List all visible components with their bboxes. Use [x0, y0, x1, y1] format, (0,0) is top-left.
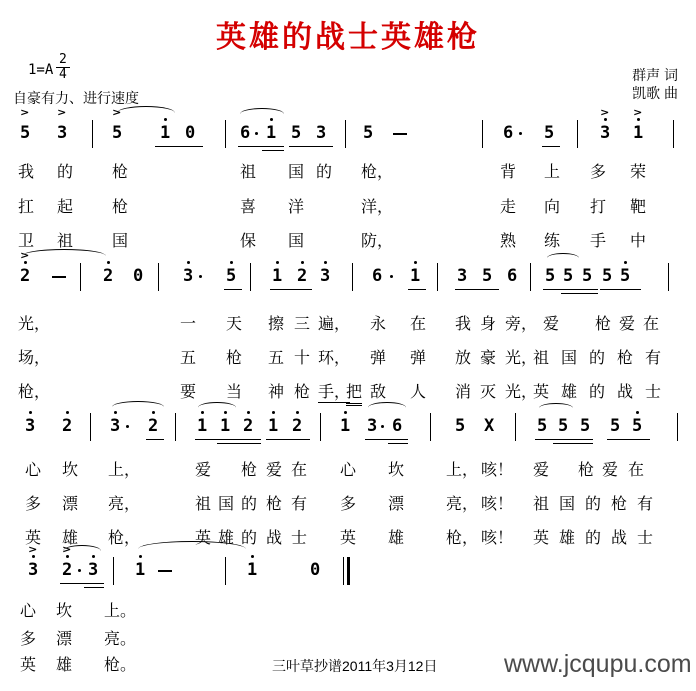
barline — [668, 263, 669, 291]
lyric-syllable: 手， — [318, 384, 351, 401]
lyric-syllable: 有 — [291, 496, 308, 513]
note: 5 > — [112, 106, 123, 143]
lyric-syllable: 多 — [25, 496, 42, 513]
lyric-syllable: 战 — [617, 384, 634, 401]
lyric-syllable: 士 — [637, 530, 654, 547]
lyric-syllable: 坎 — [62, 462, 79, 479]
note: 2 — [62, 418, 72, 435]
note: 1 — [266, 125, 276, 142]
slur-arc — [539, 403, 573, 413]
lyric-syllable: 多 — [590, 164, 607, 181]
composer-credit: 凯歌 曲 — [632, 85, 678, 101]
octave-dot-icon — [324, 261, 327, 264]
accent-icon: > — [20, 106, 30, 119]
lyric-syllable: 上， — [446, 462, 479, 479]
lyric-syllable: 洋， — [361, 199, 394, 216]
slur-arc — [240, 108, 284, 120]
lyric-syllable: 保 — [240, 233, 257, 250]
note: 2 — [148, 418, 158, 435]
lyric-syllable: 要 — [180, 384, 197, 401]
lyric-syllable: 祖 — [533, 496, 550, 513]
duration-underline — [535, 439, 593, 440]
lyric-syllable: 十 — [294, 350, 311, 367]
lyric-syllable: 枪 — [266, 496, 283, 513]
slur-arc — [117, 106, 175, 120]
duration-underline — [217, 443, 261, 444]
note: 6 — [240, 123, 251, 143]
transcriber-note: 三叶草抄谱2011年3月12日 — [272, 658, 438, 674]
note: 2 — [297, 268, 307, 285]
note: 3 > — [600, 106, 611, 143]
lyric-syllable: 上 — [544, 164, 561, 181]
lyric-syllable: 枪 — [595, 316, 612, 333]
duration-underline — [60, 583, 104, 584]
half-note-dash — [52, 276, 66, 278]
lyric-syllable: 咳！ — [481, 496, 514, 513]
lyric-syllable: 敌 — [370, 384, 387, 401]
lyric-syllable: 心 — [25, 462, 42, 479]
lyric-syllable: 祖 — [240, 164, 257, 181]
lyric-syllable: 卫 — [18, 233, 35, 250]
lyric-syllable: 的 — [585, 496, 602, 513]
augmentation-dot — [78, 569, 81, 572]
lyric-syllable: 我 — [455, 316, 472, 333]
lyric-syllable: 爱 — [266, 462, 283, 479]
lyric-syllable: 在 — [291, 462, 308, 479]
lyric-syllable: 擦 — [268, 316, 285, 333]
lyric-syllable: 国 — [559, 496, 576, 513]
octave-dot-icon — [187, 261, 190, 264]
octave-dot-icon — [32, 555, 35, 558]
lyric-syllable: 咳！ — [481, 462, 514, 479]
duration-underline — [195, 439, 261, 440]
note: 1 — [340, 418, 350, 435]
octave-dot-icon — [636, 411, 639, 414]
lyric-syllable: 雄 — [388, 530, 405, 547]
lyric-syllable: 我 — [18, 164, 35, 181]
barline — [80, 263, 81, 291]
barline — [437, 263, 438, 291]
note: 5 — [580, 416, 591, 436]
note: 5 > — [20, 106, 31, 143]
note: 2 > — [20, 249, 31, 286]
lyric-syllable: 祖 — [533, 350, 550, 367]
note: 2 — [292, 418, 302, 435]
octave-dot-icon — [66, 411, 69, 414]
lyricist-credit: 群声 词 — [632, 67, 678, 83]
octave-dot-icon — [301, 261, 304, 264]
lyric-syllable: 的 — [241, 530, 258, 547]
lyric-syllable: 枪 — [611, 496, 628, 513]
octave-dot-icon — [251, 555, 254, 558]
lyric-syllable: 亮， — [446, 496, 479, 513]
credits — [632, 66, 678, 102]
augmentation-dot — [390, 275, 393, 278]
accent-icon: > — [62, 543, 72, 556]
note: 1 > — [633, 106, 644, 143]
lyric-syllable: 枪， — [108, 530, 141, 547]
lyric-syllable: 身 — [480, 316, 497, 333]
lyric-syllable: 英 — [533, 384, 550, 401]
note: 3 — [457, 266, 468, 286]
lyric-syllable: 洋 — [288, 199, 305, 216]
accent-icon: > — [112, 106, 122, 119]
slur-arc — [368, 402, 406, 413]
lyric-syllable: 放 — [455, 350, 472, 367]
barline — [175, 413, 176, 441]
slur-arc — [138, 541, 246, 557]
note: 1 — [220, 418, 230, 435]
note: 1 — [272, 268, 282, 285]
accent-icon: > — [20, 249, 30, 262]
duration-underline — [553, 443, 593, 444]
lyric-syllable: 豪 — [480, 350, 497, 367]
lyric-syllable: 向 — [544, 199, 561, 216]
lyric-syllable: 的 — [316, 164, 333, 181]
slur-arc — [63, 545, 101, 557]
lyric-syllable: 爱 — [619, 316, 636, 333]
lyric-syllable: 英 — [25, 530, 42, 547]
octave-dot-icon — [637, 118, 640, 121]
duration-underline — [561, 293, 598, 294]
lyric-syllable: 在 — [628, 462, 645, 479]
time-signature-numerator: 2 — [56, 53, 70, 68]
note: 5 — [632, 418, 642, 435]
lyric-syllable: 枪 — [617, 350, 634, 367]
lyric-syllable: 爱 — [602, 462, 619, 479]
lyric-syllable: 在 — [643, 316, 660, 333]
lyric-syllable: 战 — [611, 530, 628, 547]
note: 5 — [558, 416, 569, 436]
lyric-syllable: 上。 — [104, 603, 137, 620]
lyric-syllable: 一 — [180, 316, 197, 333]
note: 6 — [392, 416, 403, 436]
barline — [430, 413, 431, 441]
note: 5 — [602, 266, 613, 286]
note: 0 — [133, 266, 144, 286]
note: 5 — [226, 268, 236, 285]
duration-underline — [455, 289, 499, 290]
lyric-syllable: 雄 — [218, 530, 235, 547]
note: 0 — [185, 123, 196, 143]
lyric-syllable: 枪， — [446, 530, 479, 547]
lyric-syllable: 枪 — [112, 199, 129, 216]
lyric-syllable: 弹 — [370, 350, 387, 367]
lyric-syllable: 国 — [218, 496, 235, 513]
lyric-syllable: 有 — [645, 350, 662, 367]
lyric-syllable: 英 — [340, 530, 357, 547]
half-note-dash — [158, 570, 172, 572]
augmentation-dot — [126, 425, 129, 428]
barline — [345, 120, 346, 148]
note: 2 — [103, 268, 113, 285]
duration-underline — [262, 150, 284, 151]
lyric-syllable: 心 — [340, 462, 357, 479]
octave-dot-icon — [604, 118, 607, 121]
lyric-syllable: 多 — [340, 496, 357, 513]
note: 5 — [455, 416, 466, 436]
lyric-syllable: 雄 — [559, 530, 576, 547]
note: 5 — [482, 266, 493, 286]
lyric-syllable: 多 — [20, 631, 37, 648]
lyric-syllable: 当 — [226, 384, 243, 401]
note: 6 — [503, 123, 514, 143]
duration-underline — [84, 587, 104, 588]
duration-underline — [266, 439, 310, 440]
lyric-syllable: 国 — [288, 233, 305, 250]
lyric-syllable: 枪， — [18, 384, 51, 401]
duration-underline — [543, 289, 598, 290]
duration-underline — [155, 146, 203, 147]
lyric-syllable: 光， — [18, 316, 51, 333]
duration-underline — [365, 439, 408, 440]
lyric-syllable: 坎 — [388, 462, 405, 479]
note: 5 — [545, 266, 556, 286]
duration-underline — [600, 289, 641, 290]
lyric-syllable: 亮。 — [104, 631, 137, 648]
barline — [225, 557, 226, 585]
note: 5 — [563, 266, 574, 286]
note: 3 — [367, 416, 378, 436]
lyric-syllable: 靶 — [630, 199, 647, 216]
note: 5 — [291, 123, 302, 143]
song-title: 英雄的战士英雄枪 — [216, 21, 480, 54]
lyric-syllable: 爱 — [543, 316, 560, 333]
lyric-syllable: 枪 — [294, 384, 311, 401]
watermark: www.jcqupu.com — [504, 650, 692, 678]
tempo-marking: 自豪有力、进行速度 — [13, 90, 139, 106]
lyric-syllable: 雄 — [62, 530, 79, 547]
half-note-dash — [393, 133, 407, 135]
note: 3 — [110, 418, 120, 435]
final-barline-thin — [343, 557, 344, 585]
note: X — [484, 416, 495, 436]
lyric-syllable: 永 — [370, 316, 387, 333]
barline — [320, 413, 321, 441]
lyric-syllable: 手 — [590, 233, 607, 250]
note: 6 — [507, 266, 518, 286]
duration-underline — [607, 439, 650, 440]
lyric-syllable: 咳！ — [481, 530, 514, 547]
lyric-syllable: 背 — [500, 164, 517, 181]
note: 5 — [544, 123, 555, 143]
lyric-syllable: 漂 — [56, 631, 73, 648]
note: 3 > — [57, 106, 68, 143]
note: 1 — [410, 268, 420, 285]
lyric-syllable: 的 — [585, 530, 602, 547]
lyric-syllable: 国 — [561, 350, 578, 367]
note: 5 — [620, 268, 630, 285]
lyric-syllable: 把 — [346, 384, 362, 406]
accent-icon: > — [633, 106, 643, 119]
lyric-syllable: 场， — [18, 350, 51, 367]
lyric-syllable: 天 — [226, 316, 243, 333]
lyric-syllable: 五 — [268, 350, 285, 367]
lyric-syllable: 英 — [195, 530, 212, 547]
barline — [482, 120, 483, 148]
lyric-syllable: 三 — [294, 316, 311, 333]
lyric-syllable: 英 — [20, 657, 37, 674]
augmentation-dot — [519, 132, 522, 135]
octave-dot-icon — [414, 261, 417, 264]
lyric-syllable: 起 — [57, 199, 74, 216]
barline — [113, 557, 114, 585]
lyric-syllable: 枪， — [361, 164, 394, 181]
lyric-syllable: 神 — [268, 384, 285, 401]
barline — [158, 263, 159, 291]
accent-icon: > — [28, 543, 38, 556]
duration-underline — [542, 146, 560, 147]
lyric-syllable: 的 — [57, 164, 74, 181]
lyric-syllable: 的 — [589, 384, 606, 401]
lyric-syllable: 国 — [112, 233, 129, 250]
final-barline-thick — [347, 557, 350, 585]
barline — [530, 263, 531, 291]
lyric-syllable: 弹 — [410, 350, 427, 367]
lyric-syllable: 亮， — [108, 496, 141, 513]
note: 3 — [316, 123, 327, 143]
duration-underline — [388, 443, 408, 444]
slur-arc — [22, 249, 106, 263]
lyric-syllable: 练 — [544, 233, 561, 250]
barline — [225, 120, 226, 148]
lyric-syllable: 扛 — [18, 199, 35, 216]
note: 1 — [135, 562, 145, 579]
note: 6 — [372, 266, 383, 286]
lyric-syllable: 战 — [266, 530, 283, 547]
note: 2 — [243, 418, 253, 435]
accent-icon: > — [57, 106, 67, 119]
note: 1 — [197, 418, 207, 435]
slur-arc — [547, 253, 579, 263]
lyric-syllable: 枪 — [226, 350, 243, 367]
time-signature-denominator: 4 — [59, 67, 67, 82]
note: 5 — [537, 416, 548, 436]
augmentation-dot — [199, 275, 202, 278]
lyric-syllable: 喜 — [240, 199, 257, 216]
lyric-syllable: 的 — [589, 350, 606, 367]
lyric-syllable: 人 — [410, 384, 427, 401]
octave-dot-icon — [296, 411, 299, 414]
note: 3 — [183, 268, 193, 285]
note: 1 — [160, 125, 170, 142]
duration-underline — [224, 289, 242, 290]
lyric-syllable: 士 — [291, 530, 308, 547]
lyric-syllable: 有 — [637, 496, 654, 513]
lyric-syllable: 雄 — [56, 657, 73, 674]
octave-dot-icon — [107, 261, 110, 264]
lyric-syllable: 的 — [241, 496, 258, 513]
lyric-syllable: 遍， — [318, 316, 351, 333]
lyric-syllable: 国 — [288, 164, 305, 181]
octave-dot-icon — [29, 411, 32, 414]
note: 1 — [268, 418, 278, 435]
lyric-syllable: 枪 — [578, 462, 595, 479]
barline — [673, 120, 674, 148]
lyric-syllable: 打 — [590, 199, 607, 216]
lyric-syllable: 防， — [361, 233, 394, 250]
note: 3 — [88, 562, 98, 579]
lyric-syllable: 爱 — [533, 462, 550, 479]
lyric-syllable: 心 — [20, 603, 37, 620]
lyric-syllable: 在 — [410, 316, 427, 333]
slur-arc — [198, 402, 236, 413]
lyric-syllable: 中 — [630, 233, 647, 250]
lyric-syllable: 上， — [108, 462, 141, 479]
augmentation-dot — [381, 425, 384, 428]
lyric-syllable: 漂 — [388, 496, 405, 513]
lyric-syllable: 灭 — [480, 384, 497, 401]
lyric-syllable: 枪。 — [104, 657, 137, 674]
octave-dot-icon — [272, 411, 275, 414]
lyric-syllable: 走 — [500, 199, 517, 216]
lyric-syllable: 祖 — [57, 233, 74, 250]
duration-underline — [146, 439, 164, 440]
lyric-syllable: 荣 — [630, 164, 647, 181]
duration-underline — [238, 146, 284, 147]
lyric-syllable: 枪 — [112, 164, 129, 181]
lyric-syllable: 熟 — [500, 233, 517, 250]
lyric-syllable: 士 — [645, 384, 662, 401]
lyric-syllable: 坎 — [56, 603, 73, 620]
note: 1 — [247, 562, 257, 579]
lyric-syllable: 消 — [455, 384, 472, 401]
lyric-syllable: 爱 — [195, 462, 212, 479]
barline — [515, 413, 516, 441]
barline — [250, 263, 251, 291]
barline — [677, 413, 678, 441]
lyric-syllable: 英 — [533, 530, 550, 547]
lyric-syllable: 雄 — [561, 384, 578, 401]
slur-arc — [112, 401, 164, 413]
note: 3 > — [28, 543, 39, 580]
note: 3 — [25, 418, 35, 435]
duration-underline — [408, 289, 426, 290]
note: 0 — [310, 560, 321, 580]
note: 5 — [582, 266, 593, 286]
note: 3 — [320, 268, 330, 285]
octave-dot-icon — [276, 261, 279, 264]
barline — [90, 413, 91, 441]
octave-dot-icon — [344, 411, 347, 414]
lyric-syllable: 五 — [180, 350, 197, 367]
lyric-syllable: 环， — [318, 350, 351, 367]
barline — [352, 263, 353, 291]
note: 5 — [610, 416, 621, 436]
octave-dot-icon — [230, 261, 233, 264]
barline — [577, 120, 578, 148]
augmentation-dot — [255, 132, 258, 135]
lyric-syllable: 枪 — [241, 462, 258, 479]
barline — [92, 120, 93, 148]
lyric-syllable: 祖 — [195, 496, 212, 513]
octave-dot-icon — [624, 261, 627, 264]
lyric-syllable: 漂 — [62, 496, 79, 513]
note: 2 > — [62, 543, 73, 580]
octave-dot-icon — [247, 411, 250, 414]
key-signature: 1=A — [28, 62, 54, 78]
lyric-syllable: 光， — [505, 384, 538, 401]
time-signature — [56, 53, 70, 82]
accent-icon: > — [600, 106, 610, 119]
note: 5 — [363, 123, 374, 143]
duration-underline — [289, 146, 333, 147]
lyric-syllable: 旁， — [505, 316, 538, 333]
lyric-syllable: 光， — [505, 350, 538, 367]
duration-underline — [270, 289, 312, 290]
